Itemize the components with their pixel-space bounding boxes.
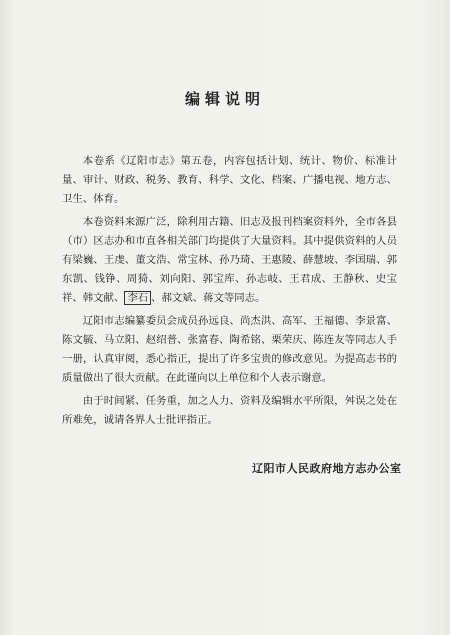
paragraph-thanks: 辽阳市志编纂委员会成员孙远良、尚杰洪、高军、王福德、李景富、陈文毓、马立阳、赵绍普、张富春、陶希铭、栗荣庆、陈连友等同志人手一册，认真审阅，悉心指正，提出了许多宝贵的修改意见。为提高志书的质量做出了很大贡献。在此谨向以上单位和个人表示谢意。 bbox=[62, 315, 397, 384]
boxed-name: 李石 bbox=[124, 291, 151, 305]
paragraph-scope: 本卷系《辽阳市志》第五卷，内容包括计划、统计、物价、标准计量、审计、财政、税务、教育、科学、文化、档案、广播电视、地方志、卫生、体育。 bbox=[62, 155, 397, 205]
paragraph-sources bbox=[62, 213, 397, 308]
body-text bbox=[62, 152, 397, 434]
paragraph-sources-tail: 、郝文斌、蒋文等同志。 bbox=[151, 292, 266, 304]
signature: 辽阳市人民政府地方志办公室 bbox=[252, 462, 402, 475]
paragraph-apology: 由于时间紧、任务重，加之人力、资料及编辑水平所限，舛误之处在所难免，诚请各界人士批评指正。 bbox=[62, 395, 397, 426]
paragraph-sources-text: 本卷资料来源广泛，除利用古籍、旧志及报刊档案资料外，全市各县（市）区志办和市直各相关部门均提供了大量资料。其中提供资料的人员有梁巍、王虔、董文浩、常宝林、孙乃琦、王惠陵、薛慧坡、李国瑞、郭东凯、钱铮、周猗、刘向阳、郭宝库、孙志岐、王君成、王静秋、史宝祥、韩文献、 bbox=[62, 216, 397, 304]
page-title: 编辑说明 bbox=[184, 90, 265, 108]
